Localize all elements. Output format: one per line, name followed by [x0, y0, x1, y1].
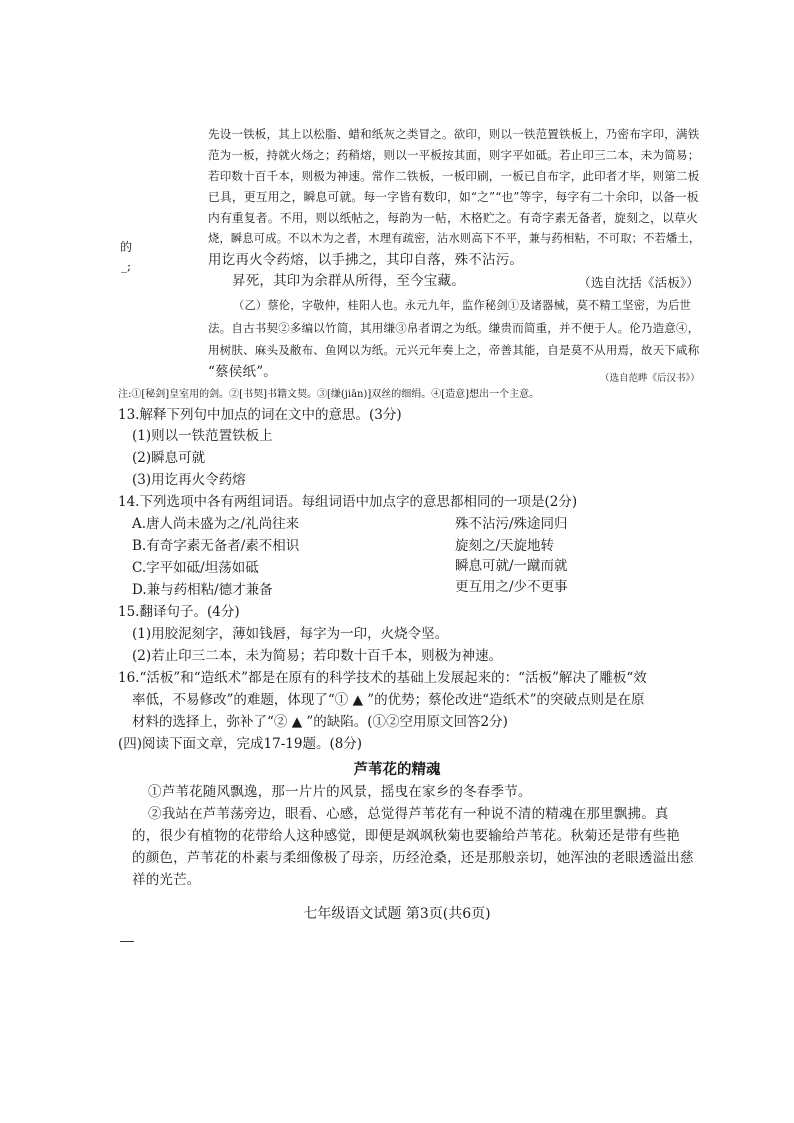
question-15-stem: 15.翻译句子。(4分) [118, 604, 240, 620]
question-14-option-d-left: D.兼与药相粘/德才兼备 [132, 582, 273, 598]
section-4-heading: (四)阅读下面文章，完成17-19题。(8分) [118, 736, 363, 752]
question-13-item: (1)则以一铁范置铁板上 [132, 428, 273, 444]
article-title: 芦苇花的精魂 [353, 761, 441, 778]
question-15-item: (2)若止印三二本，未为简易；若印数十百千本，则极为神速。 [132, 648, 503, 664]
article-line: ②我站在芦苇荡旁边，眼看、心感，总觉得芦苇花有一种说不清的精魂在那里飘拂。真 [148, 806, 669, 822]
question-16-line: 16.“活板”和“造纸术”都是在原有的科学技术的基础上发展起来的：“活板”解决了雕板“效 [118, 670, 647, 686]
passage-line: 先设一铁板，其上以松脂、蜡和纸灰之类冒之。欲印，则以一铁范置铁板上，乃密布字印，满铁 [208, 127, 700, 141]
passage-line: 已具，更互用之，瞬息可就。每一字皆有数印，如“之”“也”等字，每字有二十余印，以备一板 [208, 190, 699, 204]
question-13-stem: 13.解释下列句中加点的词在文中的意思。(3分) [118, 407, 402, 423]
passage-line: 烧，瞬息可成。不以木为之者，木理有疏密，沾水则高下不平，兼与药相粘，不可取；不若燔土， [208, 232, 701, 245]
article-line: 的，很少有植物的花带给人这种感觉，即便是飒飒秋菊也要输给芦苇花。秋菊还是带有些艳 [132, 828, 680, 844]
source-citation-yi: （选自范晔《后汉书》） [600, 373, 700, 384]
article-line: 的颜色，芦苇花的朴素与柔细像极了母亲，历经沧桑，还是那般亲切，她浑浊的老眼透溢出慈 [132, 850, 694, 866]
passage-line: （乙）蔡伦，字敬仲，桂阳人也。永元九年，监作秘剑①及诸器械，莫不精工坚密，为后世 [233, 299, 692, 312]
question-14-option-c-left: C.字平如砥/坦荡如砥 [132, 560, 259, 576]
question-14-option-d-right: 更互用之/少不更事 [455, 579, 568, 595]
question-14-option-b-right: 旋刻之/天旋地转 [455, 538, 555, 554]
question-14-option-b-left: B.有奇字素无备者/素不相识 [132, 538, 300, 554]
question-15-item: (1)用胶泥刻字，薄如钱唇，每字为一印，火烧令坚。 [132, 626, 449, 642]
margin-dash [120, 941, 134, 942]
passage-line: 范为一板，持就火炀之；药稍熔，则以一平板按其面，则字平如砥。若止印三二本，未为简易； [208, 148, 700, 162]
question-16-line: 材料的选择上，弥补了“② ▲ ”的缺陷。(①②空用原文回答2分) [132, 714, 508, 730]
margin-mark: 的 [120, 240, 133, 254]
margin-mark: _; [121, 259, 132, 273]
passage-line: 法。自古书契②多编以竹简，其用缣③帛者谓之为纸。缣贵而简重，并不便于人。伦乃造意④， [208, 321, 700, 335]
article-line: 祥的光芒。 [132, 872, 201, 888]
passage-line: 若印数十百千本，则极为神速。常作二铁板，一板印刷，一板已自布字，此印者才毕，则第二板 [208, 169, 700, 183]
passage-line: 昇死，其印为余群从所得，至今宝藏。 [232, 273, 465, 289]
page-footer: 七年级语文试题 第3页(共6页) [303, 906, 491, 922]
passage-line: “蔡侯纸”。 [208, 364, 278, 380]
question-14-stem: 14.下列选项中各有两组词语。每组词语中加点字的意思都相同的一项是(2分) [118, 494, 578, 510]
question-14-option-a-right: 殊不沾污/殊途同归 [455, 516, 568, 532]
question-14-option-c-right: 瞬息可就/一蹴而就 [455, 558, 568, 574]
annotation-note: 注:①[秘剑]皇室用的剑。②[书契]书籍文契。③[缣(jiān)]双丝的细绢。④[造意]想出一个主意。 [118, 389, 540, 400]
question-13-item: (3)用讫再火令药熔 [132, 472, 246, 488]
source-citation-jia: （选自沈括《活板》） [578, 276, 700, 291]
question-13-item: (2)瞬息可就 [132, 450, 206, 466]
question-14-option-a-left: A.唐人尚未盛为之/礼尚往来 [132, 516, 300, 532]
article-line: ①芦苇花随风飘逸，那一片片的风景，摇曳在家乡的冬春季节。 [148, 784, 532, 800]
passage-line: 用树肤、麻头及敝布、鱼网以为纸。元兴元年奏上之，帝善其能，自是莫不从用焉，故天下咸称 [208, 343, 700, 357]
question-16-line: 率低，不易修改”的难题，体现了“① ▲ ”的优势；蔡伦改进“造纸术”的突破点则是在原 [132, 692, 645, 708]
passage-line: 内有重复者。不用，则以纸帖之，每韵为一帖，木格贮之。有奇字素无备者，旋刻之，以草火 [208, 211, 698, 225]
passage-line: 用讫再火令药熔，以手拂之，其印自落，殊不沾污。 [208, 252, 524, 268]
